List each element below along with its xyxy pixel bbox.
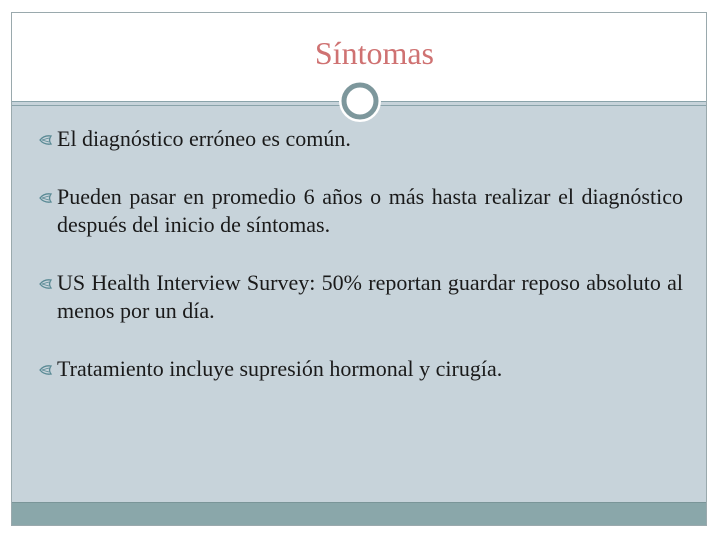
- slide-title: Síntomas: [314, 35, 434, 71]
- ring-icon: [338, 79, 382, 123]
- bullet-arrow-icon: [39, 364, 53, 376]
- bullet-text: Tratamiento incluye supresión hormonal y cirugía.: [57, 356, 503, 381]
- bullet-text: Pueden pasar en promedio 6 años o más hasta realizar el diagnóstico después del inicio de síntomas.: [57, 184, 683, 237]
- bullet-item: [39, 183, 683, 239]
- slide: [11, 12, 707, 526]
- bullet-arrow-icon: [39, 278, 53, 290]
- bullet-arrow-icon: [39, 192, 53, 204]
- bullet-arrow-icon: [39, 134, 53, 146]
- bullet-item: [39, 269, 683, 325]
- bullet-text: El diagnóstico erróneo es común.: [57, 126, 351, 151]
- footer-bar: [12, 502, 706, 525]
- bullet-item: [39, 355, 683, 383]
- bullet-list: [39, 125, 683, 413]
- bullet-item: [39, 125, 683, 153]
- bullet-text: US Health Interview Survey: 50% reportan guardar reposo absoluto al menos por un día.: [57, 270, 683, 323]
